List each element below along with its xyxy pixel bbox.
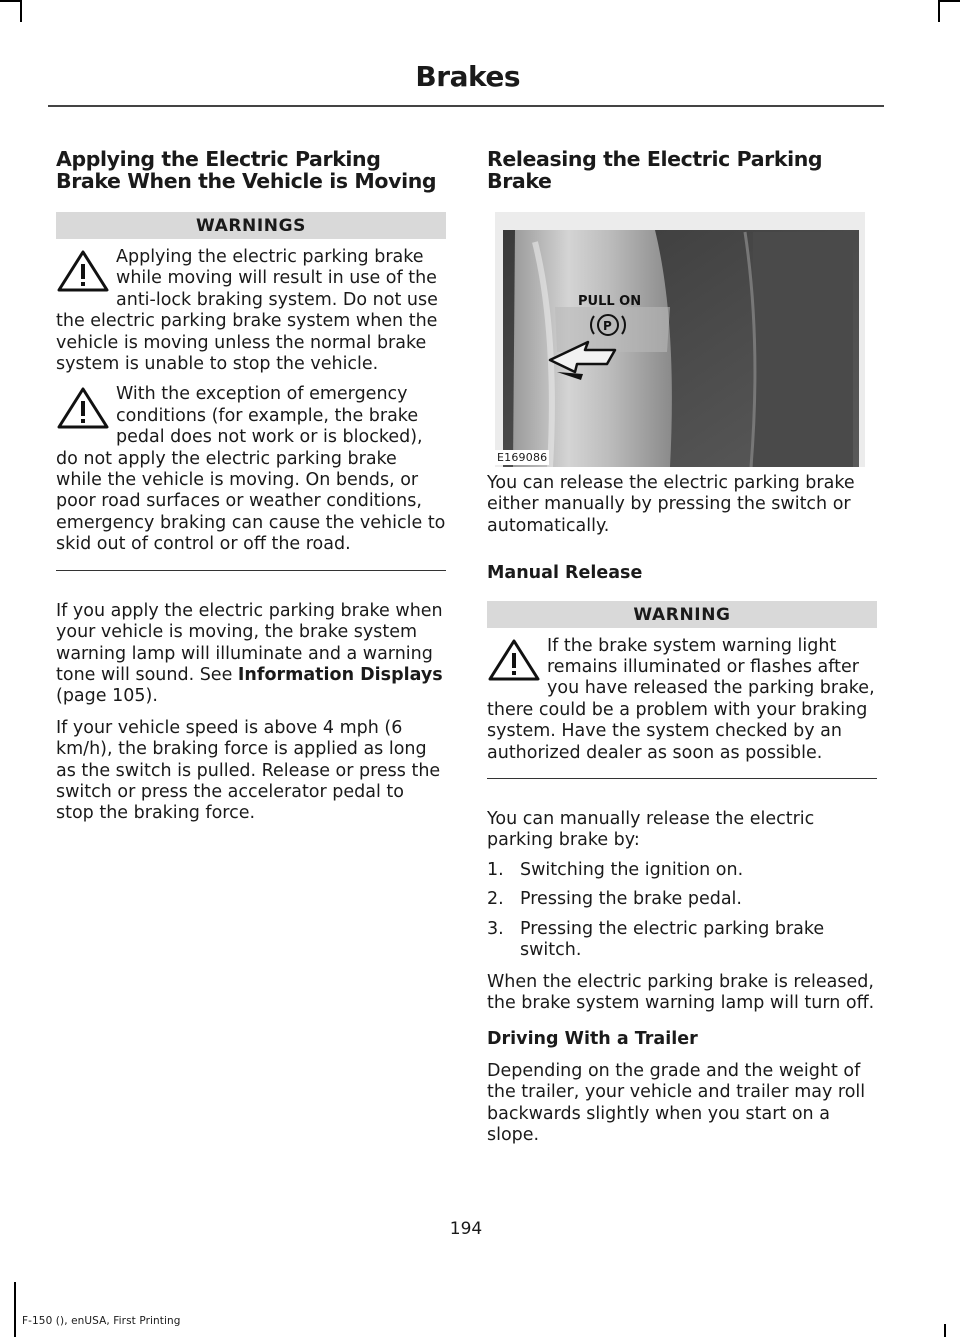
warning-item: [487, 636, 877, 764]
warning-item: [56, 384, 446, 555]
crop-mark: [20, 0, 22, 22]
page-number: 194: [449, 1219, 483, 1239]
left-heading: Applying the Electric Parking Brake When the Vehicle is Moving: [56, 147, 437, 193]
paragraph: [56, 601, 446, 708]
step-text: Pressing the brake pedal.: [520, 889, 742, 910]
crop-mark: [944, 1324, 946, 1337]
paragraph-text: If you apply the electric parking brake when your vehicle is moving, the brake system warning lamp will illuminate and a warning tone will sound. See: [56, 600, 443, 685]
switch-label: PULL ON: [578, 294, 642, 309]
list-item: [487, 889, 877, 910]
warning-text: If the brake system warning light remains illuminated or flashes after you have released the parking brake, there could be a problem with your braking system. Have the system checked by an authorized dealer as soon as possible.: [487, 635, 875, 763]
parking-brake-switch-image: [495, 212, 865, 467]
step-text: Pressing the electric parking brake switch.: [520, 918, 825, 961]
warning-label: WARNING: [487, 601, 877, 628]
release-steps-list: [487, 860, 877, 962]
image-id: E169086: [497, 451, 548, 464]
warning-text: With the exception of emergency conditions (for example, the brake pedal does not work or is blocked), do not apply the electric parking brake while the vehicle is moving. On bends, or poor road surfaces or weather conditions, emergency braking can cause the vehicle to skid out of control or off the road.: [56, 384, 446, 555]
paragraph: You can manually release the electric parking brake by:: [487, 809, 815, 851]
warning-end-rule: [487, 778, 877, 779]
footer-text: F-150 (), enUSA, First Printing: [22, 1315, 181, 1327]
warning-text: Applying the electric parking brake while moving will result in use of the anti-lock braking system. Do not use the electric parking brake system when the vehicle is moving unless the normal brake system is unable to stop the vehicle.: [56, 247, 438, 375]
paragraph: You can release the electric parking brake either manually by pressing the switch or automatically.: [487, 473, 855, 536]
step-text: Switching the ignition on.: [520, 859, 744, 880]
paragraph: If your vehicle speed is above 4 mph (6 km/h), the braking force is applied as long as the switch is pulled. Release or press the switch or press the accelerator pedal to stop the braking force.: [56, 717, 441, 824]
crop-mark: [14, 1282, 16, 1337]
cross-reference-link[interactable]: Information Displays: [237, 664, 443, 685]
crop-mark: [0, 0, 22, 2]
warning-item: [56, 247, 446, 375]
step-number: 1.: [487, 859, 504, 880]
subheading: Driving With a Trailer: [487, 1029, 698, 1050]
warning-end-rule: [56, 570, 446, 571]
crop-mark: [938, 0, 960, 2]
paragraph: Depending on the grade and the weight of the trailer, your vehicle and trailer may roll backwards slightly when you start on a slope.: [487, 1060, 866, 1145]
list-item: [487, 860, 877, 881]
parking-symbol-icon: P: [603, 319, 612, 333]
warning-triangle-icon: [487, 638, 541, 682]
paragraph: When the electric parking brake is released, the brake system warning lamp will turn off.: [487, 971, 875, 1013]
right-column: [487, 148, 877, 1146]
crop-mark: [938, 0, 940, 22]
left-column: [56, 148, 446, 825]
warnings-label: WARNINGS: [56, 212, 446, 239]
section-title: Brakes: [415, 60, 520, 93]
parking-brake-switch-illustration: [495, 212, 865, 467]
list-item: [487, 919, 877, 962]
step-number: 3.: [487, 918, 504, 939]
paragraph-text: (page 105).: [56, 686, 158, 707]
warning-triangle-icon: [56, 249, 110, 293]
step-number: 2.: [487, 889, 504, 910]
title-rule: [48, 105, 884, 107]
subheading: Manual Release: [487, 563, 643, 584]
right-heading: Releasing the Electric Parking Brake: [487, 147, 823, 193]
warning-triangle-icon: [56, 386, 110, 430]
